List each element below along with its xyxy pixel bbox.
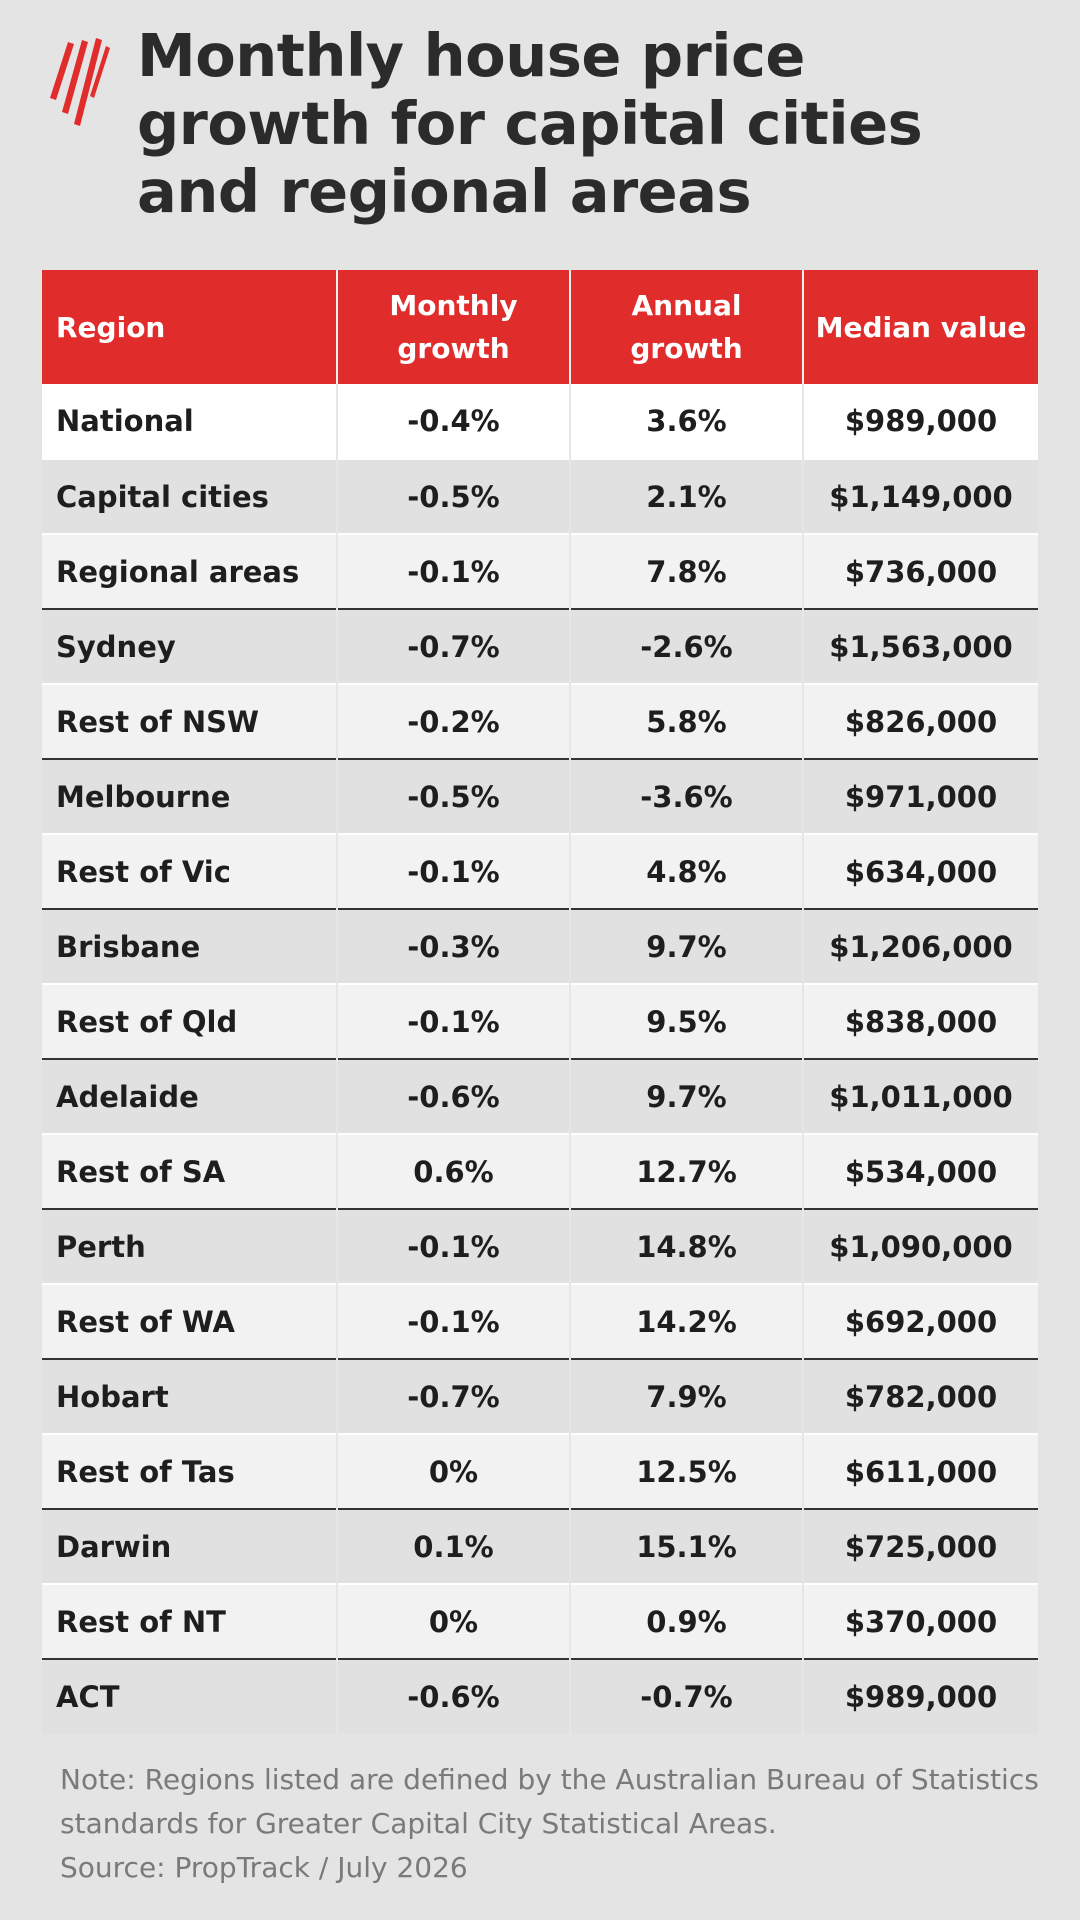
region-cell: National [42, 384, 337, 459]
annual-growth-cell: 7.8% [570, 534, 803, 609]
table-row [42, 1584, 1038, 1659]
region-cell: Rest of WA [42, 1284, 337, 1359]
monthly-growth-cell: 0% [337, 1434, 570, 1509]
table-header-row [42, 270, 1038, 384]
monthly-growth-cell: -0.1% [337, 834, 570, 909]
region-cell: Darwin [42, 1509, 337, 1584]
annual-growth-cell: 12.7% [570, 1134, 803, 1209]
median-value-cell: $826,000 [803, 684, 1038, 759]
median-value-cell: $838,000 [803, 984, 1038, 1059]
median-value-cell: $370,000 [803, 1584, 1038, 1659]
median-value-cell: $1,011,000 [803, 1059, 1038, 1134]
monthly-growth-cell: -0.6% [337, 1659, 570, 1734]
table-row [42, 459, 1038, 534]
region-cell: Rest of NT [42, 1584, 337, 1659]
region-cell: Rest of Tas [42, 1434, 337, 1509]
note-text: Note: Regions listed are defined by the Australian Bureau of Statistics standards for Greater Capital City Statistical Areas. [60, 1763, 1039, 1840]
table-row [42, 834, 1038, 909]
median-value-cell: $611,000 [803, 1434, 1038, 1509]
annual-growth-cell: -3.6% [570, 759, 803, 834]
annual-growth-cell: 2.1% [570, 459, 803, 534]
median-value-cell: $692,000 [803, 1284, 1038, 1359]
annual-growth-cell: 3.6% [570, 384, 803, 459]
annual-growth-cell: 15.1% [570, 1509, 803, 1584]
median-value-cell: $989,000 [803, 384, 1038, 459]
region-cell: Rest of NSW [42, 684, 337, 759]
source-text: Source: PropTrack / July 2026 [60, 1851, 468, 1884]
median-value-cell: $736,000 [803, 534, 1038, 609]
monthly-growth-cell: 0.1% [337, 1509, 570, 1584]
table-row [42, 1509, 1038, 1584]
monthly-growth-cell: 0% [337, 1584, 570, 1659]
region-cell: Capital cities [42, 459, 337, 534]
monthly-growth-cell: -0.4% [337, 384, 570, 459]
median-value-cell: $782,000 [803, 1359, 1038, 1434]
monthly-growth-cell: -0.2% [337, 684, 570, 759]
table-row [42, 534, 1038, 609]
table-row [42, 1134, 1038, 1209]
table-row [42, 909, 1038, 984]
monthly-growth-cell: -0.6% [337, 1059, 570, 1134]
page-title: Monthly house price growth for capital cities and regional areas [137, 21, 923, 226]
table-row [42, 1209, 1038, 1284]
table-row [42, 759, 1038, 834]
region-cell: Adelaide [42, 1059, 337, 1134]
table-row [42, 384, 1038, 459]
median-value-cell: $1,149,000 [803, 459, 1038, 534]
annual-growth-cell: 0.9% [570, 1584, 803, 1659]
median-value-cell: $534,000 [803, 1134, 1038, 1209]
median-value-cell: $1,563,000 [803, 609, 1038, 684]
region-cell: Rest of Qld [42, 984, 337, 1059]
annual-growth-cell: 14.8% [570, 1209, 803, 1284]
annual-growth-cell: 9.5% [570, 984, 803, 1059]
column-header-region: Region [42, 270, 337, 384]
table-row [42, 1659, 1038, 1734]
column-header-monthly-growth: Monthly growth [337, 270, 570, 384]
median-value-cell: $989,000 [803, 1659, 1038, 1734]
region-cell: Brisbane [42, 909, 337, 984]
table-body [42, 384, 1038, 1734]
region-cell: Perth [42, 1209, 337, 1284]
table-row [42, 1059, 1038, 1134]
column-header-annual-growth: Annual growth [570, 270, 803, 384]
table-row [42, 684, 1038, 759]
annual-growth-cell: -2.6% [570, 609, 803, 684]
median-value-cell: $971,000 [803, 759, 1038, 834]
region-cell: Regional areas [42, 534, 337, 609]
annual-growth-cell: -0.7% [570, 1659, 803, 1734]
region-cell: Melbourne [42, 759, 337, 834]
median-value-cell: $1,206,000 [803, 909, 1038, 984]
table-row [42, 1359, 1038, 1434]
region-cell: Hobart [42, 1359, 337, 1434]
monthly-growth-cell: -0.1% [337, 534, 570, 609]
region-cell: Rest of SA [42, 1134, 337, 1209]
growth-table-container [42, 270, 1038, 1734]
monthly-growth-cell: -0.5% [337, 459, 570, 534]
monthly-growth-cell: -0.7% [337, 609, 570, 684]
monthly-growth-cell: -0.1% [337, 984, 570, 1059]
growth-table [42, 270, 1038, 1734]
table-row [42, 1434, 1038, 1509]
table-row [42, 609, 1038, 684]
annual-growth-cell: 5.8% [570, 684, 803, 759]
footnote [60, 1758, 1040, 1890]
monthly-growth-cell: -0.1% [337, 1284, 570, 1359]
monthly-growth-cell: -0.1% [337, 1209, 570, 1284]
region-cell: Rest of Vic [42, 834, 337, 909]
monthly-growth-cell: -0.5% [337, 759, 570, 834]
region-cell: Sydney [42, 609, 337, 684]
median-value-cell: $725,000 [803, 1509, 1038, 1584]
annual-growth-cell: 9.7% [570, 1059, 803, 1134]
column-header-median-value: Median value [803, 270, 1038, 384]
annual-growth-cell: 12.5% [570, 1434, 803, 1509]
table-row [42, 1284, 1038, 1359]
brand-logo-icon [46, 36, 110, 128]
annual-growth-cell: 9.7% [570, 909, 803, 984]
median-value-cell: $1,090,000 [803, 1209, 1038, 1284]
table-row [42, 984, 1038, 1059]
monthly-growth-cell: -0.7% [337, 1359, 570, 1434]
median-value-cell: $634,000 [803, 834, 1038, 909]
annual-growth-cell: 4.8% [570, 834, 803, 909]
annual-growth-cell: 14.2% [570, 1284, 803, 1359]
monthly-growth-cell: 0.6% [337, 1134, 570, 1209]
region-cell: ACT [42, 1659, 337, 1734]
annual-growth-cell: 7.9% [570, 1359, 803, 1434]
monthly-growth-cell: -0.3% [337, 909, 570, 984]
